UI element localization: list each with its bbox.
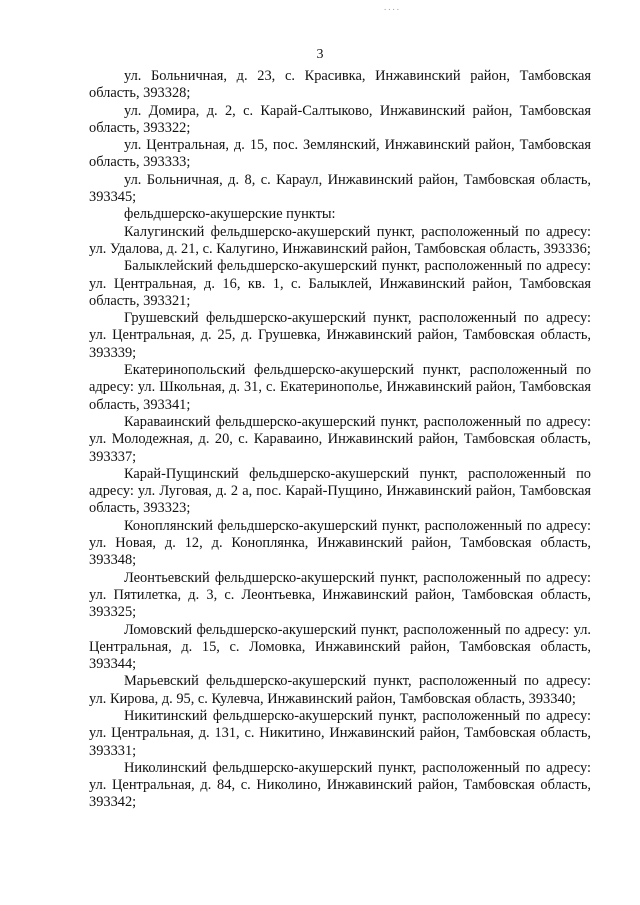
paragraph-fap-lomovka: Ломовский фельдшерско-акушерский пункт, расположенный по адресу: ул. Центральная, д. 15, с. Ломовка, Инжавинский район, Тамбовская область, 393344; bbox=[89, 621, 591, 673]
paragraph-fap-karai-puschino: Карай-Пущинский фельдшерско-акушерский пункт, расположенный по адресу: ул. Луговая, д. 2 а, пос. Карай-Пущино, Инжавинский район, Тамбовская область, 393323; bbox=[89, 465, 591, 517]
paragraph-fap-marievsky: Марьевский фельдшерско-акушерский пункт, расположенный по адресу: ул. Кирова, д. 95, с. Кулевча, Инжавинский район, Тамбовская область, 393340; bbox=[89, 673, 591, 707]
paragraph-address-krasivka: ул. Больничная, д. 23, с. Красивка, Инжавинский район, Тамбовская область, 393328; bbox=[89, 68, 591, 102]
paragraph-fap-leontievka: Леонтьевский фельдшерско-акушерский пункт, расположенный по адресу: ул. Пятилетка, д. 3, с. Леонтьевка, Инжавинский район, Тамбовская область, 393325; bbox=[89, 569, 591, 621]
paragraph-fap-nikitino: Никитинский фельдшерско-акушерский пункт, расположенный по адресу: ул. Центральная, д. 131, с. Никитино, Инжавинский район, Тамбовская область, 393331; bbox=[89, 707, 591, 759]
section-heading-fap: фельдшерско-акушерские пункты: bbox=[124, 206, 336, 223]
paragraph-fap-grushevka: Грушевский фельдшерско-акушерский пункт, расположенный по адресу: ул. Центральная, д. 25, д. Грушевка, Инжавинский район, Тамбовская область, 393339; bbox=[89, 310, 591, 361]
paragraph-fap-kalugino: Калугинский фельдшерско-акушерский пункт, расположенный по адресу: ул. Удалова, д. 21, с. Калугино, Инжавинский район, Тамбовская область, 393336; bbox=[89, 223, 591, 257]
scan-artifact-mark: .... bbox=[384, 2, 401, 12]
paragraph-address-karai-saltykovo: ул. Домира, д. 2, с. Карай-Салтыково, Инжавинский район, Тамбовская область, 393322; bbox=[89, 102, 591, 136]
paragraph-address-zemlyansky: ул. Центральная, д. 15, пос. Землянский, Инжавинский район, Тамбовская область, 393333; bbox=[89, 137, 591, 171]
page-number: 3 bbox=[316, 47, 324, 62]
paragraph-address-karaul: ул. Больничная, д. 8, с. Караул, Инжавинский район, Тамбовская область, 393345; bbox=[89, 171, 591, 206]
paragraph-fap-nikolino: Николинский фельдшерско-акушерский пункт, расположенный по адресу: ул. Центральная, д. 84, с. Николино, Инжавинский район, Тамбовская область, 393342; bbox=[89, 759, 591, 811]
paragraph-fap-ekaterinopolye: Екатеринопольский фельдшерско-акушерский пункт, расположенный по адресу: ул. Школьная, д. 31, с. Екатеринополье, Инжавинский район, Тамбовская область, 393341; bbox=[89, 362, 591, 413]
paragraph-fap-karavaino: Караваинский фельдшерско-акушерский пункт, расположенный по адресу: ул. Молодежная, д. 20, с. Караваино, Инжавинский район, Тамбовская область, 393337; bbox=[89, 413, 591, 465]
paragraph-fap-balyklei: Балыклейский фельдшерско-акушерский пункт, расположенный по адресу: ул. Центральная, д. 16, кв. 1, с. Балыклей, Инжавинский район, Тамбовская область, 393321; bbox=[89, 258, 591, 309]
paragraph-fap-konoplyanka: Коноплянский фельдшерско-акушерский пункт, расположенный по адресу: ул. Новая, д. 12, д. Коноплянка, Инжавинский район, Тамбовская область, 393348; bbox=[89, 517, 591, 569]
document-body bbox=[89, 68, 591, 812]
